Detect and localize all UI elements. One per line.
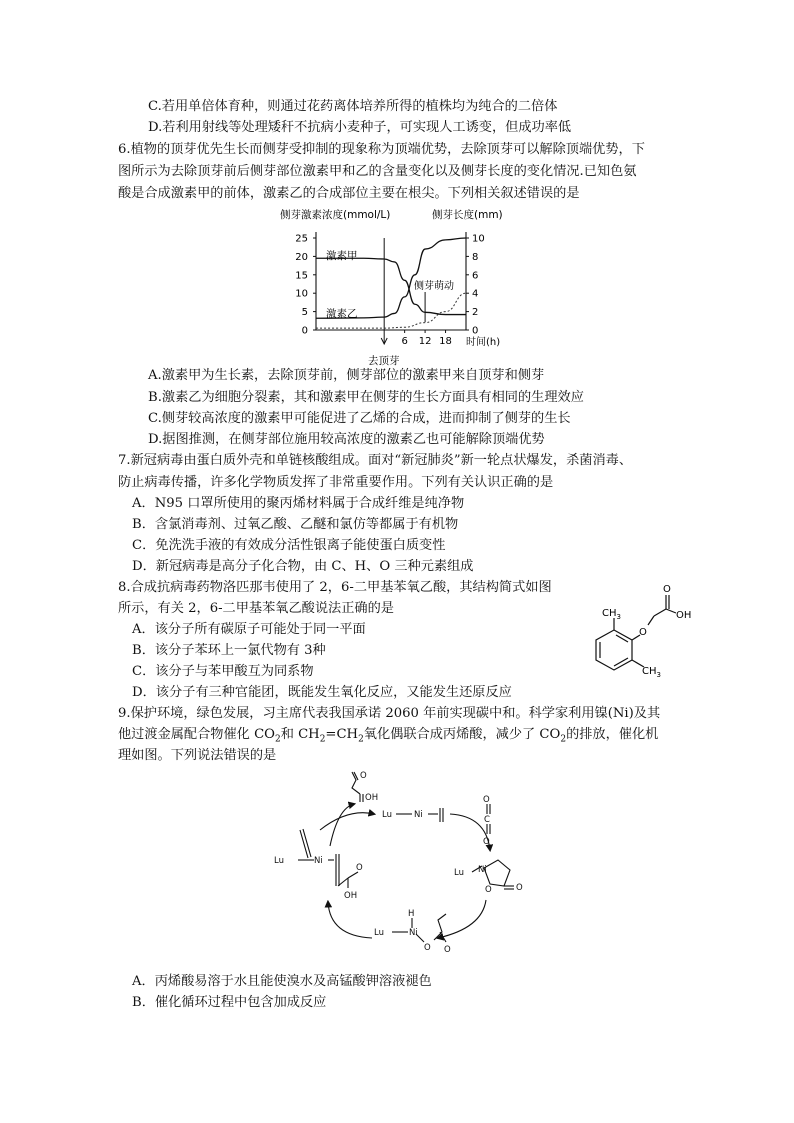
methyl-label-bottom: $CH_3$ — [642, 666, 661, 679]
bottom-lu: Lu — [374, 928, 384, 938]
y-tick-label: 25 — [295, 233, 308, 245]
bottom-ni: Ni — [409, 928, 418, 938]
y2-tick-label: 10 — [472, 233, 485, 245]
co2-c: C — [484, 815, 490, 825]
q7-option-b: B．含氯消毒剂、过氧乙酸、乙醚和氯仿等都属于有机物 — [132, 517, 459, 532]
y2-tick-label: 4 — [472, 288, 479, 300]
series-label-hormone-b: 激素乙 — [326, 308, 358, 320]
bottom-h: H — [408, 909, 415, 919]
q7-option-c: C．免洗洗手液的有效成分活性银离子能使蛋白质变性 — [132, 538, 446, 553]
ring-o: O — [485, 885, 492, 895]
y2-tick-label: 2 — [472, 307, 479, 319]
y-tick-label: 10 — [295, 288, 308, 300]
y2-axis-label: 侧芽长度(mm) — [432, 209, 503, 221]
left-ni: Ni — [314, 856, 323, 866]
q9-stem-line2: 他过渡金属配合物催化 $CO_2$和 $CH_2=CH_2$氧化偶联合成丙烯酸，减少了 $CO_2$的排放，催化机 — [118, 727, 659, 745]
left-oh: OH — [344, 891, 358, 901]
q6-option-b: B.激素乙为细胞分裂素，其和激素甲在侧芽的生长方面具有相同的生理效应 — [148, 390, 584, 405]
q8-stem-line1: 8.合成抗病毒药物洛匹那韦使用了 2，6-二甲基苯氧乙酸，其结构简式如图 — [118, 580, 552, 595]
q8-option-d: D．该分子有三种官能团，既能发生氧化反应，又能发生还原反应 — [132, 685, 512, 700]
q9-option-a: A．丙烯酸易溶于水且能使溴水及高锰酸钾溶液褪色 — [132, 974, 432, 989]
bottom-carbonyl-o: O — [444, 945, 451, 955]
annotation-remove-bud: 去顶芽 — [368, 355, 400, 367]
y-tick-label: 15 — [295, 270, 308, 282]
top-lu: Lu — [382, 810, 392, 820]
q6-option-d: D.据图推测，在侧芽部位施用较高浓度的激素乙也可能解除顶端优势 — [148, 432, 545, 447]
q9-stem-line3: 理如图。下列说法错误的是 — [118, 748, 277, 763]
q6-stem-line3: 酸是合成激素甲的前体，激素乙的合成部位主要在根尖。下列相关叙述错误的是 — [118, 186, 580, 201]
q7-stem-line2: 防止病毒传播，许多化学物质发挥了非常重要作用。下列有关认识正确的是 — [118, 475, 554, 490]
x-tick-label: 18 — [439, 336, 452, 347]
y-tick-label: 0 — [301, 325, 308, 337]
q7-option-d: D．新冠病毒是高分子化合物，由 C、H、O 三种元素组成 — [132, 559, 474, 574]
y2-tick-label: 6 — [472, 270, 479, 282]
co2-o-top: O — [483, 795, 490, 805]
y-tick-label: 5 — [301, 307, 308, 319]
q7-option-a: A．N95 口罩所使用的聚丙烯材料属于合成纤维是纯净物 — [132, 496, 465, 511]
q8-option-b: B．该分子苯环上一氯代物有 3种 — [132, 643, 326, 658]
co2-o-bottom: O — [483, 837, 490, 847]
y2-tick-label: 0 — [472, 325, 479, 337]
y-axis-label: 侧芽激素浓度(mmol/L) — [280, 209, 391, 221]
left-o: O — [356, 863, 363, 873]
series-label-hormone-a: 激素甲 — [326, 250, 358, 262]
left-lu: Lu — [274, 856, 284, 866]
ring-lu: Lu — [454, 868, 464, 878]
x-tick-label: 12 — [418, 336, 432, 347]
q7-stem-line1: 7.新冠病毒由蛋白质外壳和单链核酸组成。面对“新冠肺炎”新一轮点状爆发，杀菌消毒、 — [118, 453, 632, 468]
q8-option-a: A．该分子所有碳原子可能处于同一平面 — [132, 622, 366, 637]
x-axis-label: 时间(h) — [466, 337, 501, 348]
ring-ni: Ni — [478, 865, 487, 875]
y-tick-label: 20 — [295, 251, 308, 263]
hormone-chart — [270, 204, 530, 368]
annotation-sprout: 侧芽萌动 — [414, 281, 454, 292]
ring-carbonyl-o: O — [516, 883, 523, 893]
q9-stem-line1: 9.保护环境，绿色发展，习主席代表我国承诺 2060 年前实现碳中和。科学家利用镍(Ni)及其 — [118, 706, 661, 721]
q6-option-a: A.激素甲为生长素，去除顶芽前，侧芽部位的激素甲来自顶芽和侧芽 — [148, 368, 545, 383]
methyl-label-top: $CH_3$ — [602, 608, 621, 621]
product-oh: OH — [365, 793, 379, 803]
ether-oxygen-label: O — [639, 627, 647, 638]
bottom-o: O — [424, 943, 431, 953]
q5-option-c: C.若用单倍体育种，则通过花药离体培养所得的植株均为纯合的二倍体 — [148, 99, 558, 114]
q9-option-b: B．催化循环过程中包含加成反应 — [132, 995, 327, 1010]
catalytic-cycle-diagram — [268, 768, 538, 968]
q6-option-c: C.侧芽较高浓度的激素甲可能促进了乙烯的合成，进而抑制了侧芽的生长 — [148, 411, 571, 426]
hydroxyl-label: OH — [676, 610, 692, 621]
carbonyl-oxygen-label: O — [663, 584, 671, 595]
q8-stem-line2: 所示，有关 2，6-二甲基苯氧乙酸说法正确的是 — [118, 601, 394, 616]
top-ni: Ni — [414, 810, 423, 820]
q5-option-d: D.若利用射线等处理矮秆不抗病小麦种子，可实现人工诱变，但成功率低 — [148, 120, 572, 135]
dimethylphenoxyacetic-acid-structure — [580, 578, 700, 688]
product-carbonyl-o: O — [360, 771, 367, 781]
q6-stem-line2: 图所示为去除顶芽前后侧芽部位激素甲和乙的含量变化以及侧芽长度的变化情况.已知色氨 — [118, 164, 637, 179]
q8-option-c: C．该分子与苯甲酸互为同系物 — [132, 664, 314, 679]
y2-tick-label: 8 — [472, 251, 479, 263]
x-tick-label: 6 — [401, 336, 408, 347]
q6-stem-line1: 6.植物的顶芽优先生长而侧芽受抑制的现象称为顶端优势，去除顶芽可以解除顶端优势，下 — [118, 142, 645, 157]
